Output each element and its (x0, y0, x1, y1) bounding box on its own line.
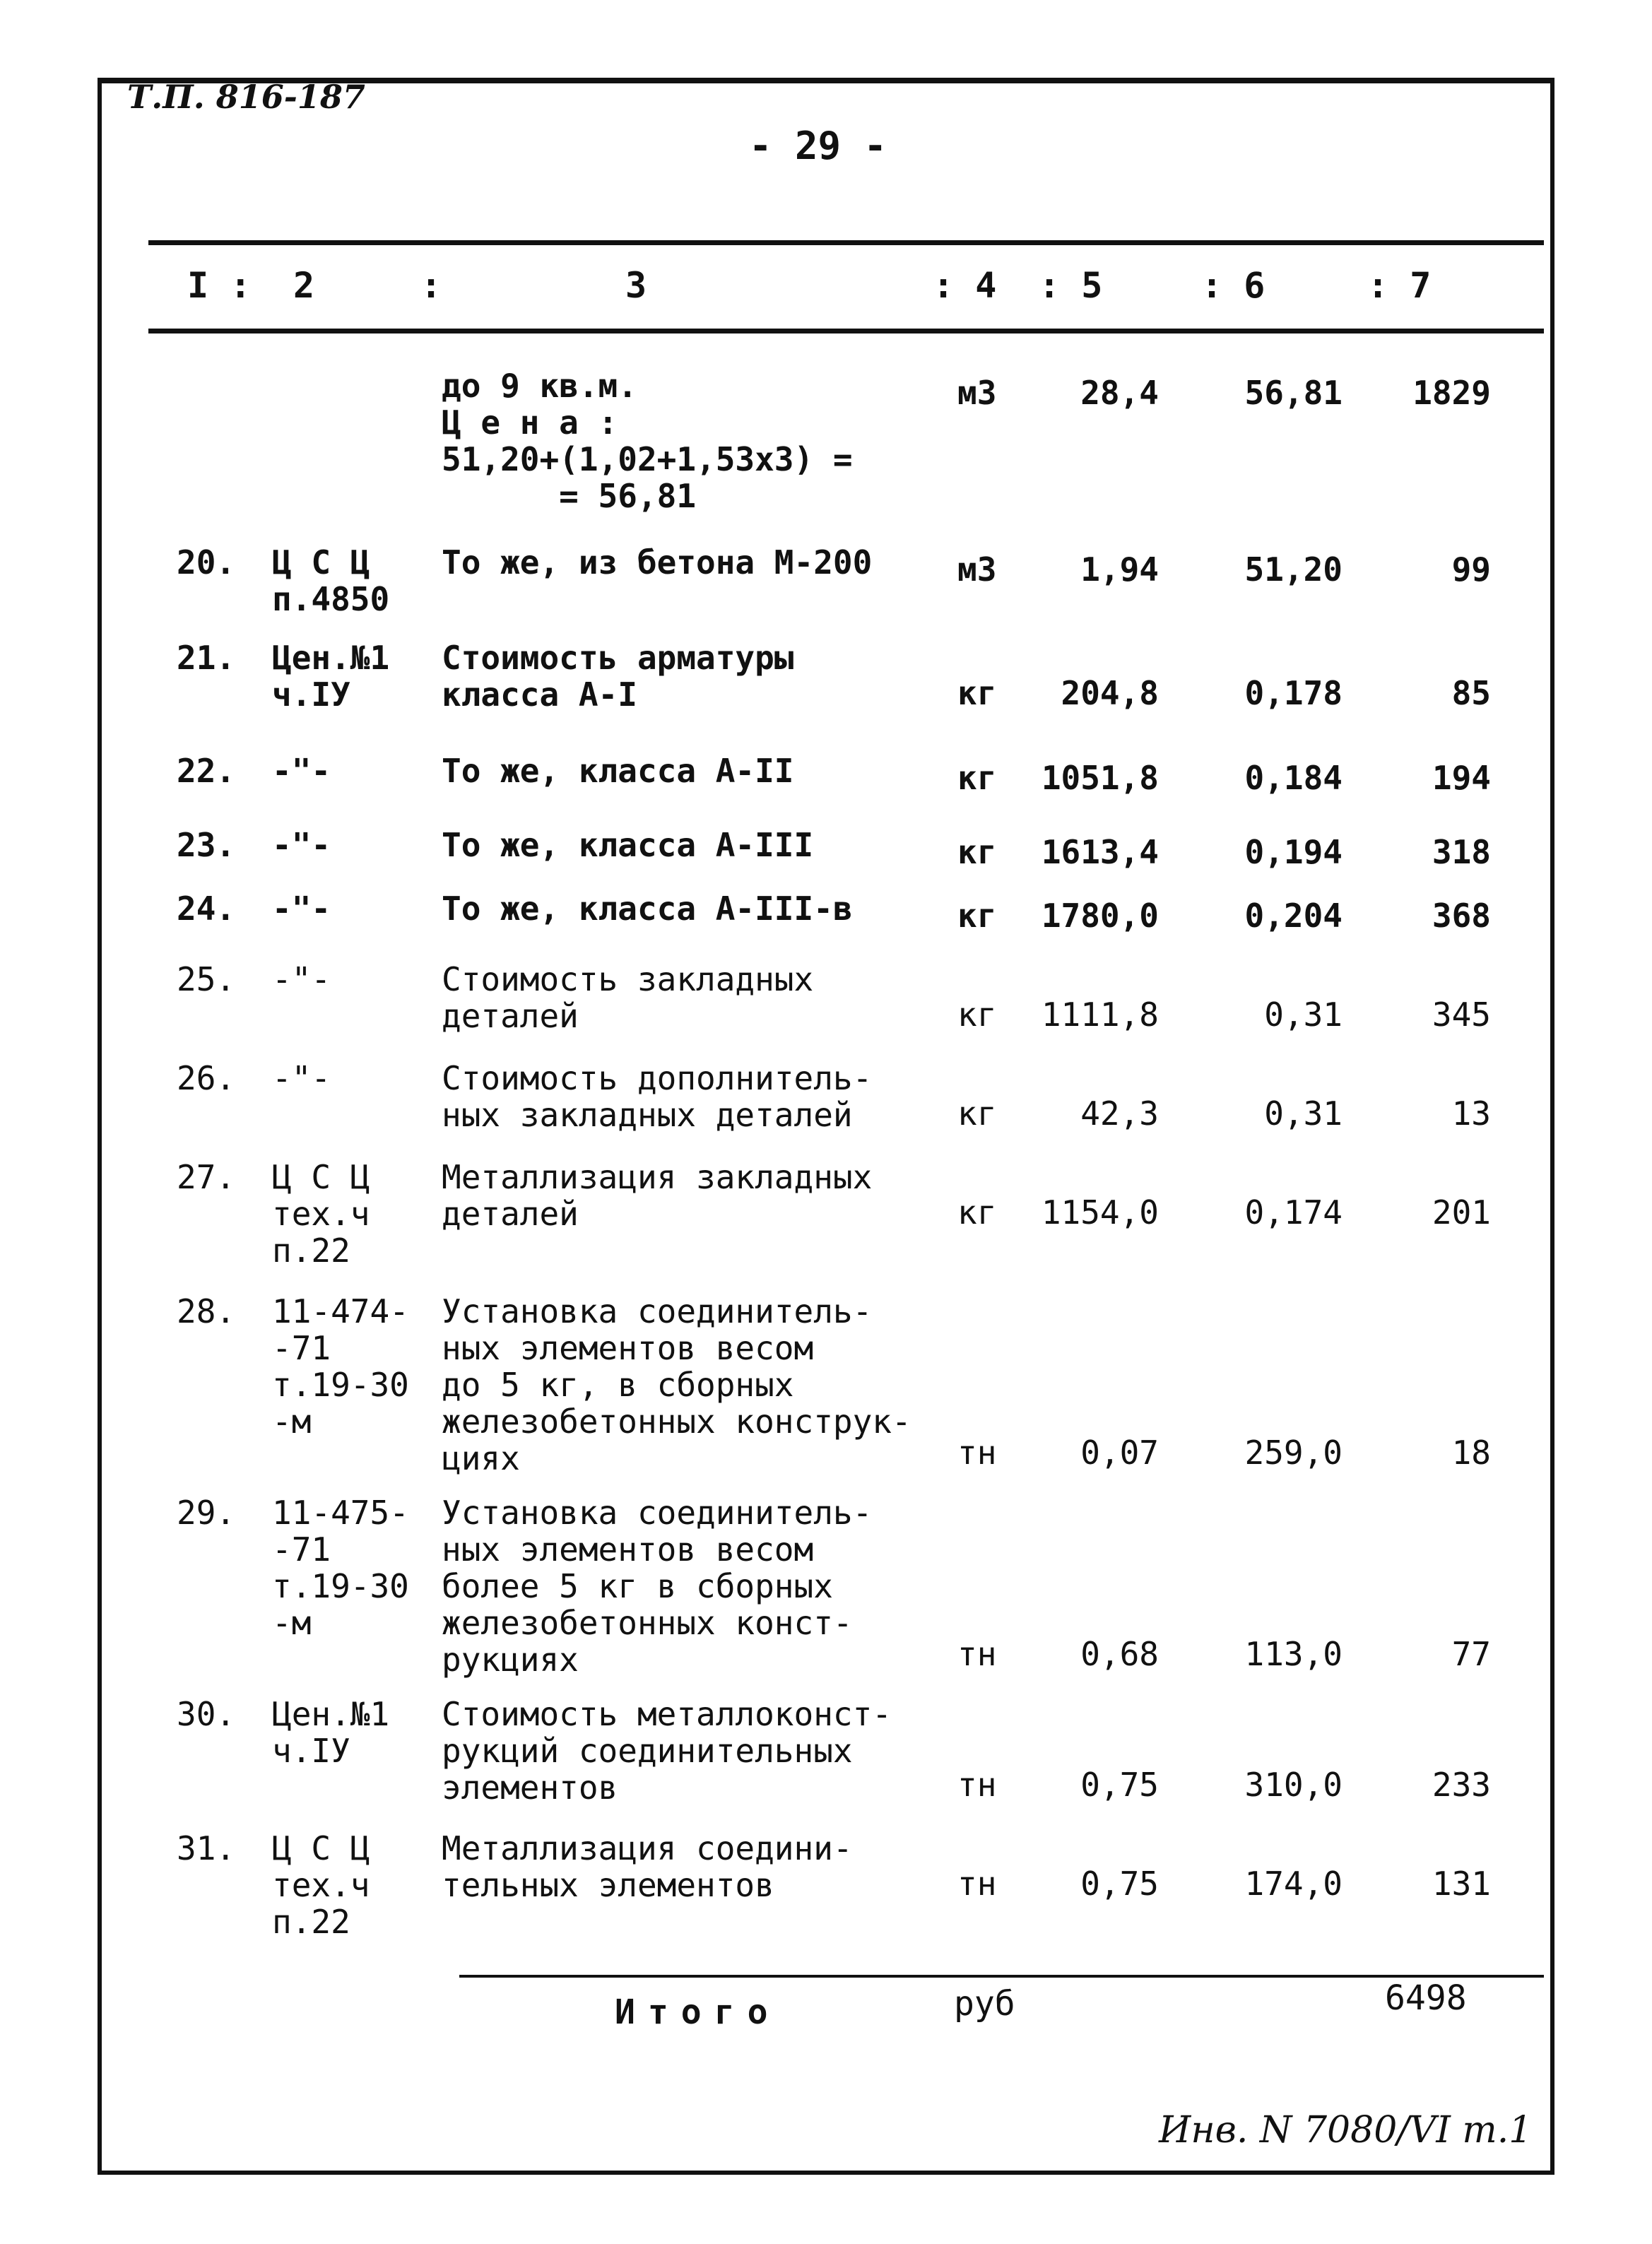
row-quantity: 1154,0 (1041, 1193, 1159, 1232)
row-description: Стоимость закладных деталей (442, 960, 814, 1035)
total-unit: руб (954, 1984, 1015, 2024)
row-quantity: 0,75 (1080, 1865, 1159, 1903)
row-description: Стоимость арматуры класса А-I (442, 639, 794, 714)
row-number: 21. (177, 639, 236, 677)
row-price: 0,194 (1244, 833, 1343, 871)
header-col-2: 2 (293, 265, 315, 306)
row-number: 26. (177, 1059, 236, 1097)
row-price: 310,0 (1244, 1766, 1343, 1804)
header-col-7: : 7 (1367, 265, 1432, 306)
row-unit: м3 (957, 374, 997, 412)
row-reference: -"- (272, 960, 331, 998)
row-unit: кг (957, 833, 997, 871)
row-description: Металлизация соедини- тельных элементов (442, 1829, 853, 1904)
row-price: 113,0 (1244, 1635, 1343, 1673)
row-quantity: 0,68 (1080, 1635, 1159, 1673)
row-description: То же, из бетона М-200 (442, 543, 873, 581)
document-stamp: Т.П. 816-187 (127, 78, 365, 116)
row-unit: тн (957, 1865, 997, 1903)
row-unit: кг (957, 1094, 997, 1133)
row-description: Стоимость металлоконст- рукций соединительных элементов (442, 1695, 892, 1807)
row-number: 28. (177, 1292, 236, 1330)
row-reference: -"- (272, 752, 331, 790)
row-price: 0,31 (1264, 1094, 1343, 1133)
row-total: 318 (1432, 833, 1491, 871)
row-unit: тн (957, 1635, 997, 1673)
header-col-6: : 6 (1201, 265, 1265, 306)
row-description: Установка соединитель- ных элементов весом более 5 кг в сборных железобетонных конст- рукциях (442, 1494, 873, 1679)
row-price: 0,31 (1264, 996, 1343, 1034)
row-reference: Цен.№1 ч.IУ (272, 1695, 390, 1770)
row-price: 51,20 (1244, 550, 1343, 589)
row-unit: кг (957, 759, 997, 797)
row-reference: 11-474- -71 т.19-30 -м (272, 1292, 409, 1441)
row-number: 23. (177, 826, 236, 864)
bottom-border (98, 2171, 1553, 2175)
row-reference: -"- (272, 890, 331, 928)
row-total: 345 (1432, 996, 1491, 1034)
row-number: 25. (177, 960, 236, 998)
row-quantity: 28,4 (1080, 374, 1159, 412)
row-reference: Цен.№1 ч.IУ (272, 639, 390, 714)
row-unit: кг (957, 674, 997, 712)
row-price: 259,0 (1244, 1434, 1343, 1472)
row-price: 0,178 (1244, 674, 1343, 712)
row-quantity: 0,07 (1080, 1434, 1159, 1472)
row-price: 0,184 (1244, 759, 1343, 797)
row-total: 85 (1451, 674, 1491, 712)
row-description: То же, класса А-III (442, 826, 814, 864)
row-quantity: 1111,8 (1041, 996, 1159, 1034)
total-separator (459, 1975, 1544, 1978)
row-quantity: 42,3 (1080, 1094, 1159, 1133)
row-number: 24. (177, 890, 236, 928)
row-quantity: 1,94 (1080, 550, 1159, 589)
row-number: 31. (177, 1829, 236, 1867)
row-number: 30. (177, 1695, 236, 1733)
row-number: 20. (177, 543, 236, 581)
total-label: Итого (615, 1992, 781, 2032)
row-description: до 9 кв.м. Ц е н а : 51,20+(1,02+1,53х3) = = 56,81 (442, 367, 853, 515)
row-reference: -"- (272, 826, 331, 864)
header-top-line (148, 240, 1544, 245)
row-total: 13 (1451, 1094, 1491, 1133)
row-total: 77 (1451, 1635, 1491, 1673)
row-number: 22. (177, 752, 236, 790)
header-sep-2: : (420, 265, 442, 306)
row-reference: Ц С Ц тех.ч п.22 (272, 1829, 370, 1941)
row-description: Стоимость дополнитель- ных закладных деталей (442, 1059, 873, 1134)
row-price: 56,81 (1244, 374, 1343, 412)
row-price: 0,204 (1244, 897, 1343, 935)
inventory-note: Инв. N 7080/VI т.1 (1159, 2109, 1533, 2151)
row-total: 194 (1432, 759, 1491, 797)
row-reference: Ц С Ц п.4850 (272, 543, 390, 618)
row-total: 233 (1432, 1766, 1491, 1804)
row-price: 174,0 (1244, 1865, 1343, 1903)
row-reference: 11-475- -71 т.19-30 -м (272, 1494, 409, 1642)
header-bottom-line (148, 329, 1544, 333)
total-value: 6498 (1385, 1978, 1467, 2018)
header-col-1: I : (187, 265, 252, 306)
row-total: 1829 (1412, 374, 1491, 412)
row-description: Установка соединитель- ных элементов весом до 5 кг, в сборных железобетонных конструк- циях (442, 1292, 911, 1477)
header-col-3: 3 (625, 265, 647, 306)
row-reference: Ц С Ц тех.ч п.22 (272, 1158, 370, 1270)
row-description: То же, класса А-III-в (442, 890, 853, 928)
row-total: 368 (1432, 897, 1491, 935)
row-unit: тн (957, 1766, 997, 1804)
row-total: 18 (1451, 1434, 1491, 1472)
row-total: 201 (1432, 1193, 1491, 1232)
row-quantity: 0,75 (1080, 1766, 1159, 1804)
page-number: - 29 - (749, 124, 887, 168)
row-unit: тн (957, 1434, 997, 1472)
row-description: То же, класса А-II (442, 752, 794, 790)
header-col-5: : 5 (1039, 265, 1103, 306)
row-unit: кг (957, 996, 997, 1034)
header-col-4: : 4 (933, 265, 997, 306)
row-description: Металлизация закладных деталей (442, 1158, 873, 1233)
row-price: 0,174 (1244, 1193, 1343, 1232)
row-reference: -"- (272, 1059, 331, 1097)
row-unit: кг (957, 897, 997, 935)
row-quantity: 204,8 (1061, 674, 1159, 712)
row-quantity: 1780,0 (1041, 897, 1159, 935)
row-number: 27. (177, 1158, 236, 1196)
row-quantity: 1613,4 (1041, 833, 1159, 871)
row-unit: м3 (957, 550, 997, 589)
row-total: 131 (1432, 1865, 1491, 1903)
row-quantity: 1051,8 (1041, 759, 1159, 797)
row-number: 29. (177, 1494, 236, 1532)
row-total: 99 (1451, 550, 1491, 589)
row-unit: кг (957, 1193, 997, 1232)
